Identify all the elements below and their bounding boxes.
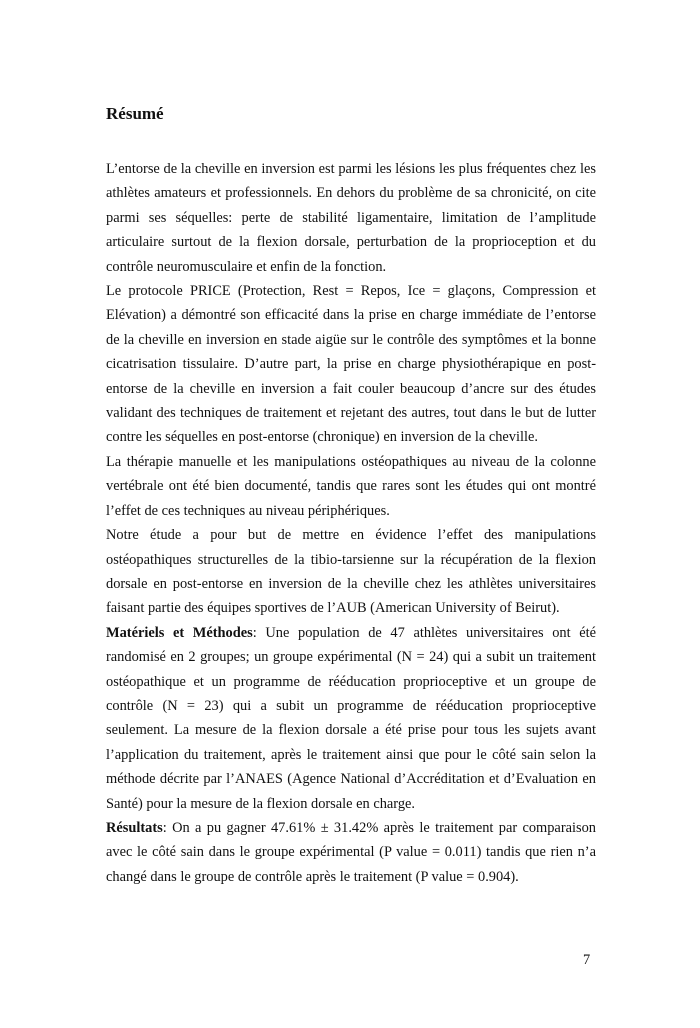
paragraph-study-aim (106, 523, 596, 621)
abstract-body (106, 157, 596, 889)
paragraph-results-text: : On a pu gagner 47.61% ± 31.42% après le traitement par comparaison avec le côté sain dans le groupe expérimental (P value = 0.011) tandis que rien n’a changé dans le groupe de contrôle après le traitement (P value = 0.904). (106, 819, 596, 885)
paragraph-intro (106, 157, 596, 279)
paragraph-results (106, 816, 596, 889)
paragraph-manual-therapy-text: La thérapie manuelle et les manipulations ostéopathiques au niveau de la colonne vertébrale ont été bien documenté, tandis que rares sont les études qui ont montré l’effet de ces techniques au niveau périphériques. (106, 453, 596, 519)
methods-heading: Matériels et Méthodes (106, 624, 253, 641)
paragraph-price-protocol-text: Le protocole PRICE (Protection, Rest = Repos, Ice = glaçons, Compression et Elévation) a démontré son efficacité dans la prise en charge immédiate de l’entorse de la cheville en inversion en stade aigüe sur le contrôle des symptômes et la bonne cicatrisation tissulaire. D’autre part, la prise en charge physiothérapique en post-entorse de la cheville en inversion a fait couler beaucoup d’ancre sur des études validant des techniques de traitement et rejetant des autres, tout dans le but de lutter contre les séquelles en post-entorse (chronique) en inversion de la cheville. (106, 283, 596, 446)
paragraph-study-aim-text: Notre étude a pour but de mettre en évidence l’effet des manipulations ostéopathiques structurelles de la tibio-tarsienne sur la récupération de la flexion dorsale en post-entorse en inversion de la cheville chez les athlètes universitaires faisant partie des équipes sportives de l’AUB (American University of Beirut). (106, 527, 596, 617)
results-heading: Résultats (106, 819, 163, 836)
page-number: 7 (583, 952, 591, 968)
paragraph-manual-therapy (106, 450, 596, 523)
paragraph-methods (106, 621, 596, 816)
paragraph-price-protocol (106, 279, 596, 450)
paragraph-methods-text: : Une population de 47 athlètes universitaires ont été randomisé en 2 groupes; un groupe expérimental (N = 24) qui a subit un traitement ostéopathique et un programme de rééducation proprioceptive et un groupe de contrôle (N = 23) qui a subit un programme de rééducation proprioceptive seulement. La mesure de la flexion dorsale a été prise pour tous les sujets avant l’application du traitement, après le traitement ainsi que pour le côté sain selon la méthode décrite par l’ANAES (Agence National d’Accréditation et d’Evaluation en Santé) pour la mesure de la flexion dorsale en charge. (106, 624, 597, 812)
section-title: Résumé (106, 104, 164, 123)
paragraph-intro-text: L’entorse de la cheville en inversion est parmi les lésions les plus fréquentes chez les athlètes amateurs et professionnels. En dehors du problème de sa chronicité, on cite parmi ses séquelles: perte de stabilité ligamentaire, limitation de l’amplitude articulaire surtout de la flexion dorsale, perturbation de la proprioception et du contrôle neuromusculaire et enfin de la fonction. (106, 161, 596, 275)
